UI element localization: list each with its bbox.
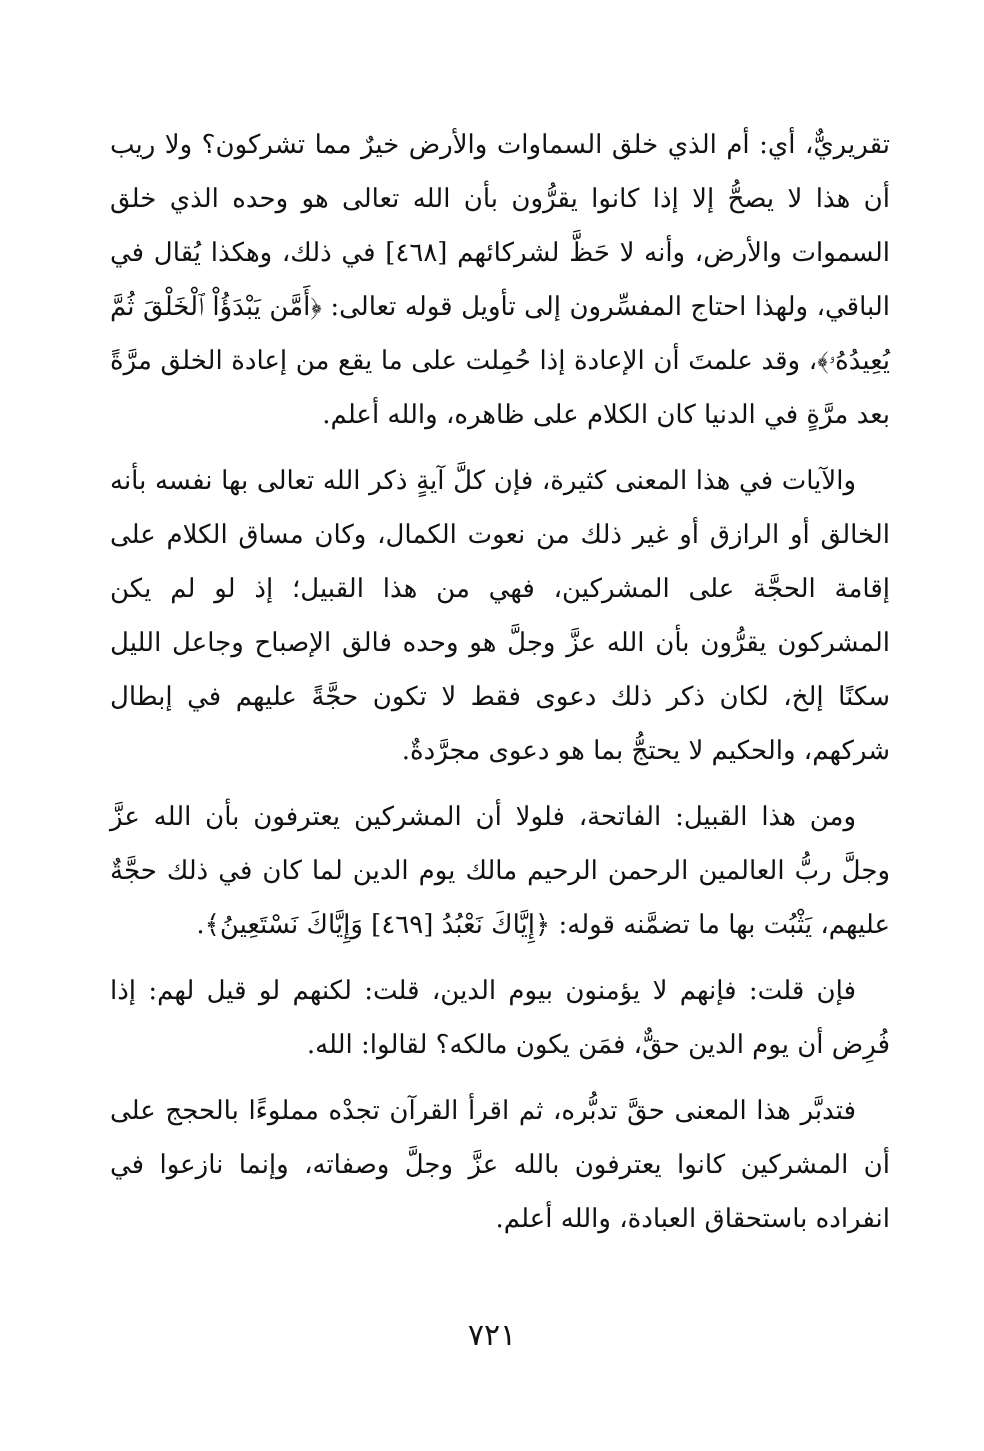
page-body bbox=[110, 118, 890, 1246]
paragraph-4: فإن قلت: فإنهم لا يؤمنون بيوم الدين، قلت: لكنهم لو قيل لهم: إذا فُرِض أن يوم الدين حقٌّ، فمَن يكون مالكه؟ لقالوا: الله. bbox=[110, 976, 890, 1060]
paragraph-gap bbox=[110, 442, 890, 454]
paragraph-1: تقريريٌّ، أي: أم الذي خلق السماوات والأرض خيرٌ مما تشركون؟ ولا ريب أن هذا لا يصحُّ إلا إذا كانوا يقرُّون بأن الله تعالى هو وحده الذي خلق السموات والأرض، وأنه لا حَظَّ لشركائهم [٤٦٨] في ذلك، وهكذا يُقال في الباقي، ولهذا احتاج المفسِّرون إلى تأويل قوله تعالى: ﴿أَمَّن يَبْدَؤُاْ ٱلْخَلْقَ ثُمَّ يُعِيدُهُۥ﴾، وقد علمتَ أن الإعادة إذا حُمِلت على ما يقع من إعادة الخلق مرَّةً بعد مرَّةٍ في الدنيا كان الكلام على ظاهره، والله أعلم. bbox=[110, 130, 890, 430]
paragraph-gap bbox=[110, 952, 890, 964]
paragraph-2: والآيات في هذا المعنى كثيرة، فإن كلَّ آيةٍ ذكر الله تعالى بها نفسه بأنه الخالق أو الرازق أو غير ذلك من نعوت الكمال، وكان مساق الكلام على إقامة الحجَّة على المشركين، فهي من هذا القبيل؛ إذ لو لم يكن المشركون يقرُّون بأن الله عزَّ وجلَّ هو وحده فالق الإصباح وجاعل الليل سكنًا إلخ، لكان ذكر ذلك دعوى فقط لا تكون حجَّةً عليهم في إبطال شركهم، والحكيم لا يحتجُّ بما هو دعوى مجرَّدةٌ. bbox=[110, 466, 890, 766]
page-number: ٧٢١ bbox=[467, 1318, 517, 1353]
paragraph-gap bbox=[110, 1072, 890, 1084]
paragraph-3: ومن هذا القبيل: الفاتحة، فلولا أن المشركين يعترفون بأن الله عزَّ وجلَّ ربُّ العالمين الرحمن الرحيم مالك يوم الدين لما كان في ذلك حجَّةٌ عليهم، يَثْبُت بها ما تضمَّنه قوله: ﴿إِيَّاكَ نَعْبُدُ [٤٦٩] وَإِيَّاكَ نَسْتَعِينُ﴾. bbox=[110, 802, 890, 940]
paragraph-gap bbox=[110, 778, 890, 790]
paragraph-5: فتدبَّر هذا المعنى حقَّ تدبُّره، ثم اقرأ القرآن تجدْه مملوءًا بالحجج على أن المشركين كانوا يعترفون بالله عزَّ وجلَّ وصفاته، وإنما نازعوا في انفراده باستحقاق العبادة، والله أعلم. bbox=[110, 1096, 890, 1234]
